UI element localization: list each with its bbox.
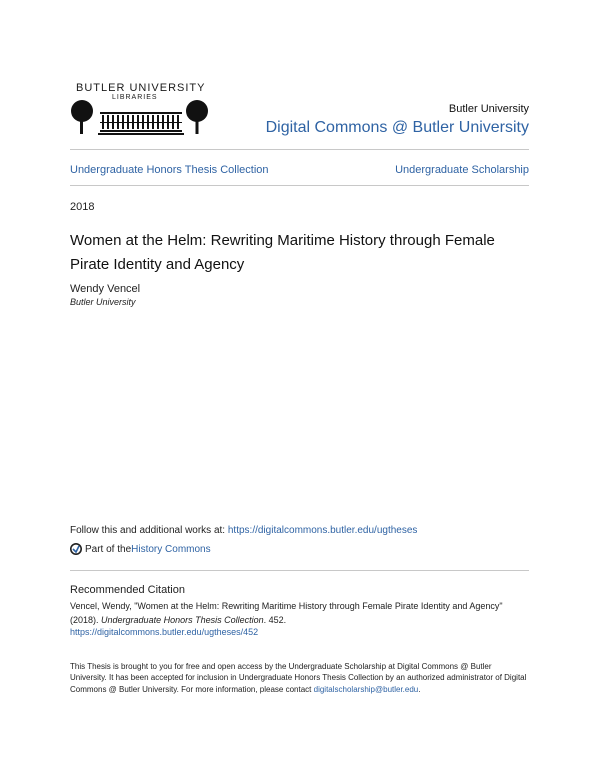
citation-divider <box>70 570 529 571</box>
site-name-link[interactable]: Digital Commons @ Butler University <box>265 119 529 136</box>
publication-year: 2018 <box>70 201 95 213</box>
contact-email-link[interactable]: digitalscholarship@butler.edu <box>313 684 419 694</box>
citation-text <box>70 599 530 627</box>
collection-link[interactable]: Undergraduate Honors Thesis Collection <box>70 164 269 176</box>
part-of-line <box>70 543 211 555</box>
part-of-prefix: Part of the <box>85 543 132 555</box>
history-commons-link[interactable]: History Commons <box>131 543 211 555</box>
author-affiliation: Butler University <box>70 297 136 307</box>
logo-subtitle: LIBRARIES <box>112 94 158 101</box>
access-notice <box>70 661 528 695</box>
citation-text-part1: Vencel, Wendy, "Women at the Helm: Rewriting Maritime History through Female Pirate Identity and Agency" (2018). <box>70 601 503 625</box>
organization-name: Butler University <box>448 103 529 115</box>
header-divider <box>70 149 529 150</box>
follow-url-link[interactable]: https://digitalcommons.butler.edu/ugtheses <box>227 525 418 536</box>
citation-text-part2: . 452. <box>263 615 287 625</box>
bepress-network-icon <box>70 543 82 555</box>
citation-collection-name: Undergraduate Honors Thesis Collection <box>101 615 264 625</box>
notice-end: . <box>418 684 421 694</box>
follow-line <box>70 525 417 536</box>
nav-divider <box>70 185 529 186</box>
document-title: Women at the Helm: Rewriting Maritime History through Female Pirate Identity and Agency <box>70 232 495 273</box>
citation-url-link[interactable]: https://digitalcommons.butler.edu/ugtheses/452 <box>70 627 259 637</box>
citation-heading: Recommended Citation <box>70 584 185 596</box>
scholarship-link[interactable]: Undergraduate Scholarship <box>395 164 529 176</box>
author-name: Wendy Vencel <box>70 283 141 295</box>
logo-wordmark: BUTLER UNIVERSITY <box>76 82 206 94</box>
notice-text: This Thesis is brought to you for free and open access by the Undergraduate Scholarship at Digital Commons @ Butler University. It has been accepted for inclusion in Undergraduate Honors Thesis Collection by an authorized administrator of Digital Commons @ Butler University. For more information, please contact <box>70 662 527 694</box>
follow-prefix: Follow this and additional works at: <box>70 525 228 536</box>
